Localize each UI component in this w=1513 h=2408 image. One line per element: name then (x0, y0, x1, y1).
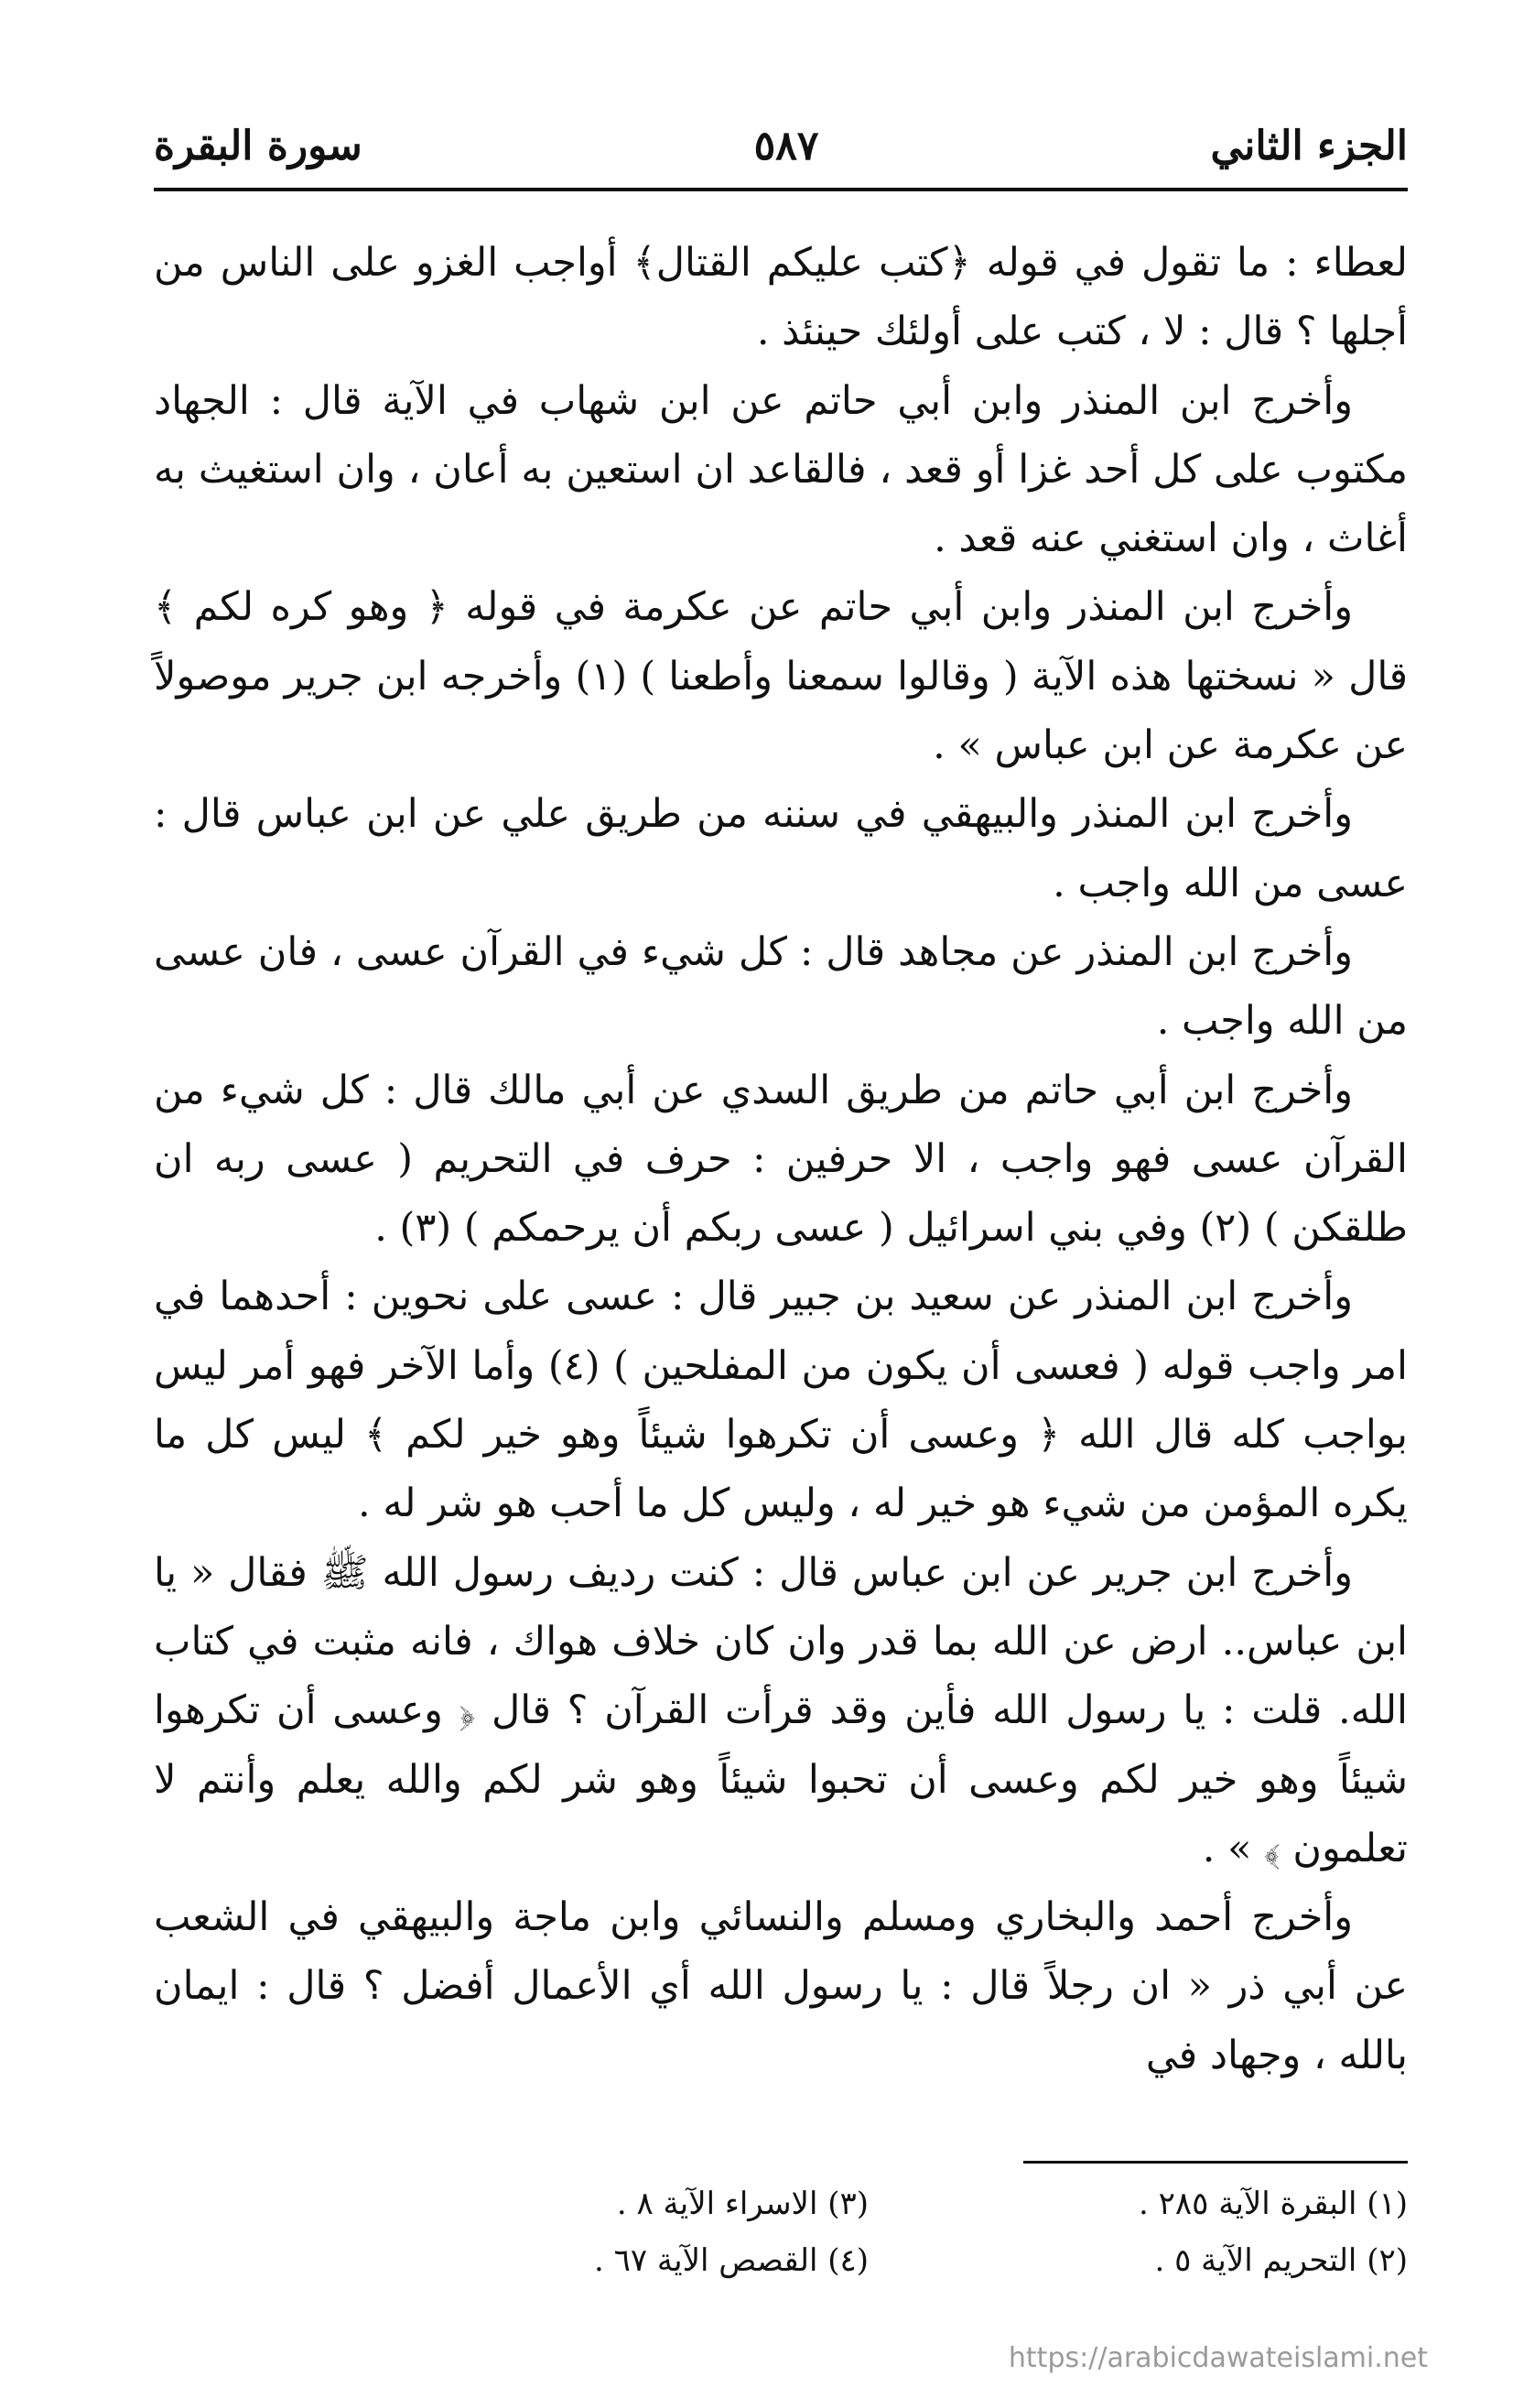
header-rule (154, 188, 1408, 191)
part-title: الجزء الثاني (1210, 122, 1408, 169)
footnote: (٤) القصص الآية ٦٧ . (593, 2242, 869, 2279)
paragraph: وأخرج ابن المنذر عن مجاهد قال : كل شيء في القرآن عسى ، فان عسى من الله واجب . (154, 928, 1408, 1045)
surah-title: سورة البقرة (154, 122, 362, 169)
page-number: ٥٨٧ (753, 122, 819, 169)
page-header (154, 108, 1408, 183)
watermark-url: https://arabicdawateislami.net (1008, 2342, 1428, 2374)
paragraph: وأخرج ابن أبي حاتم من طريق السدي عن أبي مالك قال : كل شيء من القرآن عسى فهو واجب ، الا حرفين : حرف في التحريم ( عسى ربه ان طلقكن ) (٢) وفي بني اسرائيل ( عسى ربكم أن يرحمكم ) (٣) . (154, 1067, 1408, 1252)
footnote: (٢) التحريم الآية ٥ . (1154, 2242, 1408, 2279)
body-text (154, 229, 1408, 2090)
footnote: (١) البقرة الآية ٢٨٥ . (1138, 2186, 1408, 2222)
paragraph: لعطاء : ما تقول في قوله ﴿كتب عليكم القتال﴾ أواجب الغزو على الناس من أجلها ؟ قال : لا ، كتب على أولئك حينئذ . (154, 240, 1408, 355)
paragraph: وأخرج ابن المنذر والبيهقي في سننه من طريق علي عن ابن عباس قال : عسى من الله واجب . (154, 791, 1408, 906)
footnote-rule (1023, 2161, 1408, 2164)
footnotes (366, 2179, 1408, 2285)
paragraph: وأخرج ابن المنذر وابن أبي حاتم عن ابن شهاب في الآية قال : الجهاد مكتوب على كل أحد غزا أو قعد ، فالقاعد ان استعين به أعان ، وان استغيث به أغاث ، وان استغني عنه قعد . (154, 377, 1408, 562)
paragraph: وأخرج أحمد والبخاري ومسلم والنسائي وابن ماجة والبيهقي في الشعب عن أبي ذر « ان رجلاً قال : يا رسول الله أي الأعمال أفضل ؟ قال : ايمان بالله ، وجهاد في (154, 1894, 1408, 2078)
paragraph: وأخرج ابن المنذر وابن أبي حاتم عن عكرمة في قوله ﴿ وهو كره لكم ﴾ قال « نسختها هذه الآية ( وقالوا سمعنا وأطعنا ) (١) وأخرجه ابن جرير موصولاً عن عكرمة عن ابن عباس » . (154, 584, 1409, 769)
paragraph: وأخرج ابن جرير عن ابن عباس قال : كنت رديف رسول الله ﷺ فقال « يا ابن عباس.. ارض عن الله بما قدر وان كان خلاف هواك ، فانه مثبت في كتاب الله. قلت : يا رسول الله فأين وقد قرأت القرآن ؟ قال ﴿ وعسى أن تكرهوا شيئاً وهو خير لكم وعسى أن تحبوا شيئاً وهو شر لكم والله يعلم وأنتم لا تعلمون ﴾ » . (154, 1549, 1408, 1871)
footnote: (٣) الاسراء الآية ٨ . (616, 2186, 869, 2222)
paragraph: وأخرج ابن المنذر عن سعيد بن جبير قال : عسى على نحوين : أحدهما في امر واجب قوله ( فعسى أن يكون من المفلحين ) (٤) وأما الآخر فهو أمر ليس بواجب كله قال الله ﴿ وعسى أن تكرهوا شيئاً وهو خير لكم ﴾ ليس كل ما يكره المؤمن من شيء هو خير له ، وليس كل ما أحب هو شر له . (154, 1274, 1408, 1527)
